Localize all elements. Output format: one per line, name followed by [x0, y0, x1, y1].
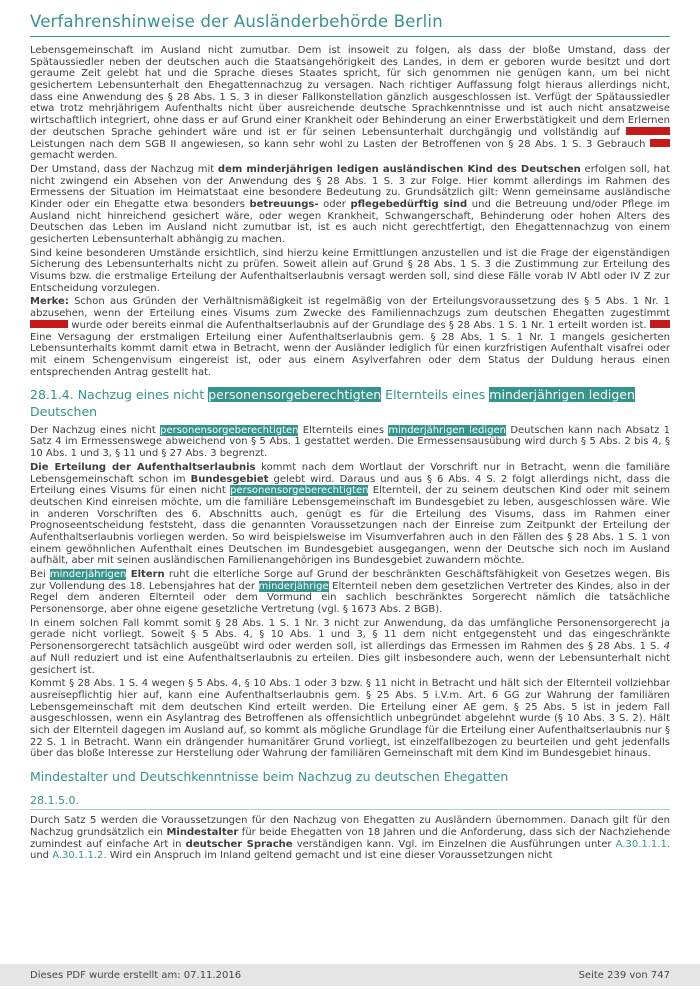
text-run: Bundesgebiet [190, 473, 269, 485]
text-run: Elternteil neben dem gesetzlichen Vertreter des Kindes, also in der Regel dem anderen Elternteil oder dem Vormund ein sachlich beschränktes Sorgerecht nämlich die tatsächliche Personensorge, aber ohne eigene gesetzliche Vertretung (vgl. § 1673 Abs. 2 BGB). [30, 580, 674, 616]
text-run: betreuungs- [249, 198, 319, 210]
highlighted-term: minderjährigen ledigen [489, 387, 635, 403]
paragraph-7 [30, 569, 674, 616]
text-run: Eine Versagung der erstmaligen Erteilung einer Aufenthaltserlaubnis gem. § 28 Abs. 1 S. 1 Nr. 1 mangels gesicherten Lebensunterhalts kommt damit etwa in Betracht, wenn der Ausländer lediglich für einen kurzfristigen Aufenthalt visafrei oder mit einem Schengenvisum eingereist ist, oder aus einem Asylverfahren oder dem Status der Duldung heraus einen entsprechenden Antrag gestellt hat. [30, 319, 674, 378]
text-run: Lebensgemeinschaft im Ausland nicht zumutbar. Dem ist insoweit zu folgen, als dass der bloße Umstand, dass der Spätaussiedler neben der deutschen auch die Staatsangehörigkeit des Landes, in dem er geboren wurde besitzt und dort geraume Zeit gelebt hat und die Sprache dieses Staates spricht, für sich genommen nie genügen kann, um bei nicht gesichertem Lebensunterhalt den Ehegattennachzug zu versagen. Nach richtiger Auffassung folgt hieraus allerdings nicht, dass eine Anwendung des § 28 Abs. 1 S. 3 in dieser Fallkonstellation gänzlich ausgeschlossen ist. Verfügt der Spätaussiedler etwa trotz mehrjährigem Aufenthalts nicht über ausreichende deutsche Sprachkenntnisse und ist auch nicht ansatzweise wirtschaftlich integriert, ohne dass er auf Grund einer Krankheit oder Behinderung an einer Erwerbstätigkeit und dem Erlernen der deutschen Sprache gehindert wäre und ist er für seinen Lebensunterhalt durchgängig und vollständig auf [30, 45, 674, 138]
text-run: Sind keine besonderen Umstände ersichtlich, sind hierzu keine Ermittlungen anzustellen und ist die Frage der eigenständigen Sicherung des Lebensunterhalts nicht zu prüfen. Soweit allein auf Grund § 28 Abs. 1 S. 3 die Zustimmung zur Erteilung des Visums bzw. die erstmalige Erteilung der Aufenthaltserlaubnis versagt werden soll, sind diese Fälle vorab IV Abtl oder IV Z zur Entscheidung vorzulegen. [30, 247, 674, 294]
text-run: kommt nach dem Wortlaut der Vorschrift nur in Betracht, wenn die familiäre Lebensgemeinschaft schon im [30, 461, 674, 485]
paragraph-9 [30, 678, 674, 760]
page-title: Verfahrenshinweise der Ausländerbehörde Berlin [30, 12, 443, 31]
text-run: dem minderjährigen ledigen ausländischen Kind des Deutschen [217, 163, 581, 175]
text-run: ruht die elterliche Sorge auf Grund der beschränkten Geschäftsfähigkeit von Gesetzes wegen. Bis zur Vollendung des 18. Lebensjahres hat der [30, 569, 674, 592]
paragraph-2 [30, 163, 674, 246]
section-number-28-1-5-0: 28.1.5.0. [30, 794, 670, 810]
text-run: Kommt § 28 Abs. 1 S. 4 wegen § 5 Abs. 4, § 10 Abs. 1 oder 3 bzw. § 11 nicht in Betracht und hält sich der Elternteil vollziehbar ausreisepflichtig hier auf, kann eine Aufenthaltserlaubnis gem. § 25 Abs. 5 i.V.m. Art. 6 GG zur Wahrung der familiären Lebensgemeinschaft mit dem deutschen Kind erteilt werden. Die Erteilung einer AE gem. § 25 Abs. 5 ist in jedem Fall ausgeschlossen, wenn ein Asylantrag des Betroffenen als offensichtlich unbegründet abgelehnt wurde (§ 10 Abs. 3 S. 2). Hält sich der Elternteil dagegen im Ausland auf, so kommt als mögliche Grundlage für die Erteilung einer Aufenthaltserlaubnis nur § 22 S. 1 in Betracht. Wann ein drängender humanitärer Grund vorliegt, ist einzelfallbezogen zu beurteilen und geht jedenfalls über das bloße Interesse zur Herstellung oder Wahrung der familiären Gemeinschaft mit dem Kind im Bundesgebiet hinaus. [30, 678, 674, 760]
redaction-mark [30, 320, 68, 328]
text-run: Elternteil, der zu seinem deutschen Kind oder mit seinem deutschen Kind einreisen möchte, um die familiäre Lebensgemeinschaft im Bundesgebiet zu leben, ausgeschlossen wäre. Wie in anderen Vorschriften des 6. Abschnitts auch, genügt es für die Erteilung des Visums, dass im Rahmen einer Prognoseentscheidung feststeht, dass die genannten Voraussetzungen nach der Einreise zum Zeitpunkt der Erteilung der Aufenthaltserlaubnis vorliegen werden. So wird beispielsweise im Visumverfahren auch in den Fällen des § 28 Abs. 1 S. 1 von einem gewöhnlichen Aufenthalt eines Deutschen im Bundesgebiet ausgegangen, wenn der Deutsche sich noch im Ausland aufhält, aber mit seinen ausländischen Familienangehörigen ins Bundesgebiet zuwandern möchte. [30, 485, 674, 567]
text-run: 4 [663, 641, 670, 653]
footer-page-number: Seite 239 von 747 [578, 969, 670, 981]
text-run: Mindestalter [166, 826, 239, 838]
text-run: gemacht werden. [30, 138, 674, 162]
text-run: Der Umstand, dass der Nachzug mit [30, 163, 218, 175]
text-run: Elternteils eines [381, 387, 490, 403]
text-run: erfolgen soll, hat nicht zwingend ein Absehen von der Anwendung des § 28 Abs. 1 S. 3 zur Folge. Hier kommt allerdings im Rahmen des Ermessens der Situation im Heimatstaat eine besondere Bedeutung zu. Grundsätzlich gilt: Wenn gemeinsame ausländische Kinder oder ein Ehegatte etwa besonders [30, 163, 674, 210]
text-run: Schon aus Gründen der Verhältnismäßigkeit ist regelmäßig von der Erteilungsvoraussetzung des § 5 Abs. 1 Nr. 1 abzusehen, wenn der Erteilung eines Visums zum Zwecke des Familiennachzugs zum deutschen Ehegatten zugestimmt [30, 296, 674, 320]
text-run: Leistungen nach dem SGB II angewiesen, so kann sehr wohl zu Lasten der Betroffenen von § 28 Abs. 1 S. 3 Gebrauch [30, 126, 674, 150]
cross-reference-link[interactable]: A.30.1.1.1. [615, 838, 670, 850]
footer-bar [0, 964, 700, 986]
text-run: Deutschen kann nach Absatz 1 Satz 4 im Ermessenswege abweichend von § 5 Abs. 1 gestattet werden. Die Ermessensausübung wird durch § 5 Abs. 2 bis 4, § 10 Abs. 1 und 3, § 11 und § 27 Abs. 3 begrenzt. [30, 424, 674, 460]
section-heading-mindestalter: Mindestalter und Deutschkenntnisse beim Nachzug zu deutschen Ehegatten [30, 769, 509, 784]
text-run: und [30, 838, 674, 862]
text-run: Bei [30, 569, 50, 580]
redaction-mark [650, 139, 670, 147]
text-run: Elternteils eines [298, 424, 389, 436]
highlighted-term: minderjährigen [49, 569, 127, 580]
cross-reference-link[interactable]: A.30.1.1.2. [52, 850, 107, 862]
text-run: und die Betreuung und/oder Pflege im Ausland nicht hinreichend gesichert wäre, oder wegen Krankheit, Schwangerschaft, Behinderung oder hohen Alters des Deutschen das Leben im Ausland nicht zumutbar ist, ist es auch nicht gerechtfertigt, den Ehegattennachzug von einem gesicherten Lebensunterhalt abhängig zu machen. [30, 198, 674, 245]
text-run: gelebt wird. Daraus und aus § 6 Abs. 4 S. 2 folgt allerdings nicht, dass die Erteilung eines Visums für einen nicht [30, 473, 674, 497]
text-run: In einem solchen Fall kommt somit § 28 Abs. 1 S. 1 Nr. 3 nicht zur Anwendung, da das umfängliche Personensorgerecht ja gerade nicht vorliegt. Soweit § 5 Abs. 4, § 10 Abs. 1 und 3, § 11 dem nicht entgegensteht und das eingeschränkte Personensorgerecht tatsächlich ausgeübt wird oder werden soll, ist allerdings das Ermessen im Rahmen des § 28 Abs. 1 S. [30, 617, 674, 653]
highlighted-term: personensorgeberechtigten [208, 387, 382, 403]
paragraph-3 [30, 247, 674, 295]
text-run: deutscher Sprache [185, 838, 293, 850]
text-run: Eltern [126, 569, 165, 580]
text-run: verständigen kann. Vgl. im Einzelnen die Ausführungen unter [292, 838, 616, 850]
redaction-mark [650, 320, 670, 328]
text-run: Deutschen [30, 387, 639, 419]
text-run: auf Null reduziert und ist eine Aufenthaltserlaubnis zu erteilen. Dies gilt insbesondere auch, wenn der Lebensunterhalt nicht gesichert ist. [30, 641, 674, 676]
paragraph-6 [30, 461, 674, 567]
highlighted-term: minderjährige [258, 580, 329, 592]
text-run: pflegebedürftig sind [350, 198, 468, 210]
title-rule [30, 36, 670, 37]
redaction-mark [626, 127, 670, 135]
highlighted-term: minderjährigen ledigen [388, 424, 506, 436]
paragraph-5 [30, 424, 674, 460]
paragraph-8 [30, 617, 674, 676]
text-run: für beide Ehegatten von 18 Jahren und die Anforderung, dass sich der Nachziehende zumindest auf einfache Art in [30, 826, 674, 850]
text-run: Die Erteilung der Aufenthaltserlaubnis [30, 461, 256, 473]
text-run: 28.1.4. Nachzug eines nicht [30, 387, 209, 403]
text-run: Der Nachzug eines nicht [30, 424, 161, 436]
text-run: Durch Satz 5 werden die Voraussetzungen für den Nachzug von Ehegatten zu Ausländern übernommen. Danach gilt für den Nachzug grundsätzlich ein [30, 815, 674, 838]
text-run: oder [318, 198, 351, 210]
highlighted-term: personensorgeberechtigten [160, 424, 299, 436]
paragraph-10 [30, 815, 674, 862]
paragraph-1 [30, 45, 674, 162]
text-run: Wird ein Anspruch im Inland geltend gemacht und ist eine dieser Voraussetzungen nicht [106, 850, 553, 862]
footer-created-date: Dieses PDF wurde erstellt am: 07.11.2016 [30, 969, 242, 981]
section-heading-28-1-4 [30, 387, 670, 420]
text-run: wurde oder bereits einmal die Aufenthaltserlaubnis auf der Grundlage des § 28 Abs. 1 S. 1 Nr. 1 erteilt worden ist. [68, 319, 650, 331]
highlighted-term: personensorgeberechtigten [230, 485, 369, 497]
paragraph-merke [30, 296, 674, 378]
text-run: Merke: [30, 296, 69, 308]
